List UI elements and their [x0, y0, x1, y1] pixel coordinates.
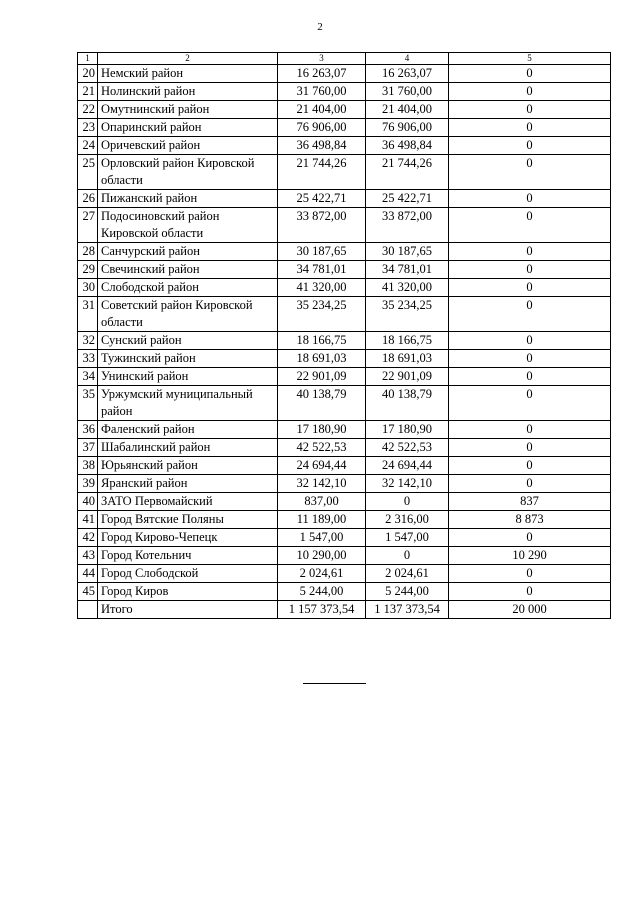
budget-table	[77, 52, 611, 619]
column-3-value: 30 187,65	[278, 243, 366, 261]
table-row	[78, 386, 611, 421]
row-number: 45	[78, 583, 98, 601]
district-name: Тужинский район	[98, 350, 278, 368]
column-3-value: 18 166,75	[278, 332, 366, 350]
column-4-value: 40 138,79	[366, 386, 449, 421]
row-number: 21	[78, 83, 98, 101]
column-3-value: 22 901,09	[278, 368, 366, 386]
district-name: Санчурский район	[98, 243, 278, 261]
total-column-4: 1 137 373,54	[366, 601, 449, 619]
column-3-value: 16 263,07	[278, 65, 366, 83]
row-number: 40	[78, 493, 98, 511]
column-4-value: 30 187,65	[366, 243, 449, 261]
column-4-value: 25 422,71	[366, 190, 449, 208]
table-row	[78, 137, 611, 155]
column-4-value: 0	[366, 547, 449, 565]
table-row	[78, 65, 611, 83]
row-number: 34	[78, 368, 98, 386]
row-number: 30	[78, 279, 98, 297]
total-number-cell	[78, 601, 98, 619]
district-name: Город Котельнич	[98, 547, 278, 565]
column-3-value: 35 234,25	[278, 297, 366, 332]
table-row	[78, 457, 611, 475]
column-4-value: 36 498,84	[366, 137, 449, 155]
column-3-value: 40 138,79	[278, 386, 366, 421]
column-3-value: 2 024,61	[278, 565, 366, 583]
column-3-value: 11 189,00	[278, 511, 366, 529]
column-5-value: 0	[449, 297, 611, 332]
table-row	[78, 565, 611, 583]
column-5-value: 837	[449, 493, 611, 511]
column-4-value: 24 694,44	[366, 457, 449, 475]
column-3-value: 32 142,10	[278, 475, 366, 493]
row-number: 38	[78, 457, 98, 475]
column-header-4: 4	[366, 53, 449, 65]
column-5-value: 0	[449, 208, 611, 243]
column-3-value: 41 320,00	[278, 279, 366, 297]
table-row	[78, 101, 611, 119]
table-row	[78, 547, 611, 565]
end-of-document-line	[303, 683, 366, 684]
column-3-value: 36 498,84	[278, 137, 366, 155]
row-number: 43	[78, 547, 98, 565]
column-4-value: 18 166,75	[366, 332, 449, 350]
row-number: 31	[78, 297, 98, 332]
column-header-2: 2	[98, 53, 278, 65]
table-row	[78, 297, 611, 332]
column-3-value: 18 691,03	[278, 350, 366, 368]
column-5-value: 0	[449, 421, 611, 439]
table-row	[78, 493, 611, 511]
district-name: Город Вятские Поляны	[98, 511, 278, 529]
district-name: Советский район Кировской области	[98, 297, 278, 332]
table-body	[78, 65, 611, 601]
district-name: Слободской район	[98, 279, 278, 297]
row-number: 28	[78, 243, 98, 261]
column-3-value: 76 906,00	[278, 119, 366, 137]
table-row	[78, 475, 611, 493]
row-number: 42	[78, 529, 98, 547]
row-number: 37	[78, 439, 98, 457]
column-5-value: 0	[449, 243, 611, 261]
column-3-value: 24 694,44	[278, 457, 366, 475]
district-name: Немский район	[98, 65, 278, 83]
district-name: Уржумский муниципальный район	[98, 386, 278, 421]
column-4-value: 16 263,07	[366, 65, 449, 83]
column-header-1: 1	[78, 53, 98, 65]
column-3-value: 21 744,26	[278, 155, 366, 190]
district-name: Оричевский район	[98, 137, 278, 155]
page-number: 2	[317, 21, 323, 33]
row-number: 27	[78, 208, 98, 243]
row-number: 39	[78, 475, 98, 493]
row-number: 23	[78, 119, 98, 137]
table-row	[78, 350, 611, 368]
district-name: Город Слободской	[98, 565, 278, 583]
district-name: Подосиновский район Кировской области	[98, 208, 278, 243]
table-row	[78, 439, 611, 457]
column-5-value: 0	[449, 475, 611, 493]
column-3-value: 21 404,00	[278, 101, 366, 119]
table-row	[78, 83, 611, 101]
district-name: Шабалинский район	[98, 439, 278, 457]
column-5-value: 0	[449, 83, 611, 101]
column-4-value: 0	[366, 493, 449, 511]
total-column-5: 20 000	[449, 601, 611, 619]
column-3-value: 17 180,90	[278, 421, 366, 439]
table-row	[78, 279, 611, 297]
column-3-value: 1 547,00	[278, 529, 366, 547]
row-number: 24	[78, 137, 98, 155]
table-row	[78, 190, 611, 208]
district-name: Город Киров	[98, 583, 278, 601]
column-header-5: 5	[449, 53, 611, 65]
column-3-value: 837,00	[278, 493, 366, 511]
column-3-value: 31 760,00	[278, 83, 366, 101]
column-5-value: 0	[449, 190, 611, 208]
budget-table-container	[77, 52, 610, 619]
table-row	[78, 332, 611, 350]
total-column-3: 1 157 373,54	[278, 601, 366, 619]
column-4-value: 33 872,00	[366, 208, 449, 243]
column-4-value: 21 744,26	[366, 155, 449, 190]
column-4-value: 42 522,53	[366, 439, 449, 457]
district-name: Яранский район	[98, 475, 278, 493]
table-row	[78, 583, 611, 601]
column-4-value: 2 316,00	[366, 511, 449, 529]
table-row	[78, 529, 611, 547]
row-number: 44	[78, 565, 98, 583]
column-5-value: 0	[449, 457, 611, 475]
column-4-value: 76 906,00	[366, 119, 449, 137]
column-5-value: 0	[449, 101, 611, 119]
row-number: 32	[78, 332, 98, 350]
column-3-value: 34 781,01	[278, 261, 366, 279]
column-5-value: 0	[449, 279, 611, 297]
row-number: 33	[78, 350, 98, 368]
table-row	[78, 208, 611, 243]
district-name: ЗАТО Первомайский	[98, 493, 278, 511]
column-3-value: 42 522,53	[278, 439, 366, 457]
column-4-value: 31 760,00	[366, 83, 449, 101]
column-4-value: 1 547,00	[366, 529, 449, 547]
column-5-value: 10 290	[449, 547, 611, 565]
column-4-value: 17 180,90	[366, 421, 449, 439]
column-4-value: 41 320,00	[366, 279, 449, 297]
column-5-value: 0	[449, 529, 611, 547]
row-number: 29	[78, 261, 98, 279]
column-4-value: 35 234,25	[366, 297, 449, 332]
row-number: 41	[78, 511, 98, 529]
column-4-value: 5 244,00	[366, 583, 449, 601]
district-name: Фаленский район	[98, 421, 278, 439]
table-row	[78, 155, 611, 190]
district-name: Орловский район Кировской области	[98, 155, 278, 190]
table-row	[78, 421, 611, 439]
column-3-value: 5 244,00	[278, 583, 366, 601]
column-5-value: 0	[449, 386, 611, 421]
column-5-value: 0	[449, 439, 611, 457]
total-label: Итого	[98, 601, 278, 619]
column-5-value: 0	[449, 583, 611, 601]
district-name: Город Кирово-Чепецк	[98, 529, 278, 547]
column-5-value: 0	[449, 155, 611, 190]
column-5-value: 0	[449, 261, 611, 279]
table-row	[78, 119, 611, 137]
row-number: 22	[78, 101, 98, 119]
district-name: Нолинский район	[98, 83, 278, 101]
table-row	[78, 243, 611, 261]
total-row	[78, 601, 611, 619]
column-4-value: 22 901,09	[366, 368, 449, 386]
column-4-value: 18 691,03	[366, 350, 449, 368]
table-row	[78, 368, 611, 386]
column-3-value: 33 872,00	[278, 208, 366, 243]
column-5-value: 0	[449, 368, 611, 386]
column-5-value: 0	[449, 137, 611, 155]
district-name: Омутнинский район	[98, 101, 278, 119]
table-row	[78, 261, 611, 279]
column-5-value: 0	[449, 65, 611, 83]
column-4-value: 2 024,61	[366, 565, 449, 583]
column-5-value: 0	[449, 565, 611, 583]
district-name: Пижанский район	[98, 190, 278, 208]
district-name: Юрьянский район	[98, 457, 278, 475]
row-number: 36	[78, 421, 98, 439]
row-number: 20	[78, 65, 98, 83]
column-4-value: 21 404,00	[366, 101, 449, 119]
column-4-value: 34 781,01	[366, 261, 449, 279]
column-5-value: 0	[449, 350, 611, 368]
column-5-value: 0	[449, 119, 611, 137]
column-header-3: 3	[278, 53, 366, 65]
district-name: Унинский район	[98, 368, 278, 386]
column-4-value: 32 142,10	[366, 475, 449, 493]
column-3-value: 25 422,71	[278, 190, 366, 208]
row-number: 25	[78, 155, 98, 190]
district-name: Сунский район	[98, 332, 278, 350]
row-number: 35	[78, 386, 98, 421]
district-name: Опаринский район	[98, 119, 278, 137]
row-number: 26	[78, 190, 98, 208]
column-3-value: 10 290,00	[278, 547, 366, 565]
table-row	[78, 511, 611, 529]
column-5-value: 8 873	[449, 511, 611, 529]
district-name: Свечинский район	[98, 261, 278, 279]
column-5-value: 0	[449, 332, 611, 350]
table-header-row	[78, 53, 611, 65]
